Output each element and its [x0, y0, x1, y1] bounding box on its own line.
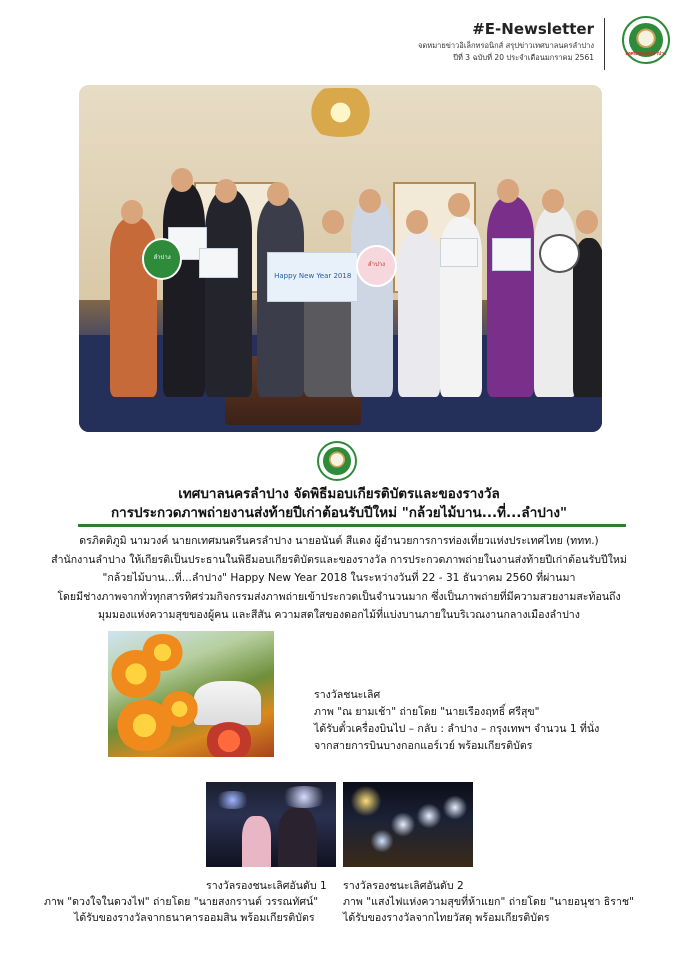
body-line: มุมมองแห่งความสุขของผู้คน และสีสัน ความสดใสของดอกไม้ที่แบ่งบานภายในบริเวณงานกลางเมืองลำปาง	[98, 609, 580, 621]
body-line: "กล้วยไม้บาน...ที่...ลำปาง" Happy New Year 2018 ในระหว่างวันที่ 22 - 31 ธันวาคม 2560 ที่ผ่านมา	[102, 572, 576, 584]
header-divider	[604, 18, 605, 70]
person	[487, 196, 534, 397]
runner-up-1-photo	[206, 782, 336, 867]
body-line: สำนักงานลำปาง ให้เกียรติเป็นประธานในพิธีมอบเกียรติบัตรและของรางวัล การประกวดภาพถ่ายในงานส่งท้ายปีเก่าต้อนรับปีใหม่	[51, 553, 627, 566]
article-body	[34, 532, 644, 625]
ceremony-photo	[79, 85, 602, 432]
runner-up-2-label: รางวัลรองชนะเลิศอันดับ 2	[343, 880, 464, 892]
certificate	[492, 238, 531, 271]
logo-text: เทศบาลนครลำปาง	[625, 51, 667, 58]
person	[205, 189, 252, 397]
person	[163, 182, 205, 397]
winner-prize-source: จากสายการบินบางกอกแอร์เวย์ พร้อมเกียรติบัตร	[314, 740, 533, 752]
runner-up-2-photo-credit: ภาพ "แสงไฟแห่งความสุขที่ห้าแยก" ถ่ายโดย "นายอนุชา ธิราช"	[343, 896, 634, 908]
chandelier-icon	[299, 88, 383, 137]
winner-photo	[108, 631, 274, 757]
article-title-line-2: การประกวดภาพถ่ายงานส่งท้ายปีเก่าต้อนรับปีใหม่ "กล้วยไม้บาน...ที่...ลำปาง"	[110, 505, 568, 521]
lampang-sign	[539, 234, 580, 273]
article-title-line-1: เทศบาลนครลำปาง จัดพิธีมอบเกียรติบัตรและของรางวัล	[178, 486, 500, 502]
runner-up-2-photo	[343, 782, 473, 867]
municipality-logo	[622, 16, 670, 64]
prize-board: Happy New Year 2018	[267, 252, 358, 303]
rooster-sign: ลำปาง	[356, 245, 397, 287]
runner-up-2-prize: ได้รับของรางวัลจากไทยวัสดุ พร้อมเกียรติบัตร	[343, 912, 550, 924]
newsletter-subtitle: จดหมายข่าวอิเล็กทรอนิกส์ สรุปข่าวเทศบาลนครลำปาง	[418, 41, 594, 50]
newsletter-issue: ปีที่ 3 ฉบับที่ 20 ประจำเดือนมกราคม 2561	[453, 53, 594, 62]
winner-label: รางวัลชนะเลิศ	[314, 689, 381, 701]
winner-prize: ได้รับตั๋วเครื่องบินไป – กลับ : ลำปาง – กรุงเทพฯ จำนวน 1 ที่นั่ง	[314, 723, 600, 735]
newsletter-title: #E-Newsletter	[472, 20, 594, 38]
title-divider	[78, 524, 626, 527]
body-line: โดยมีช่างภาพจากทั่วทุกสารทิศร่วมกิจกรรมส่งภาพถ่ายเข้าประกวดเป็นจำนวนมาก ซึ่งเป็นภาพถ่ายที่มีความสวยงามสะท้อนถึง	[57, 590, 621, 603]
runner-up-1-prize: ได้รับของรางวัลจากธนาคารออมสิน พร้อมเกียรติบัตร	[74, 912, 315, 924]
lampang-sign: ลำปาง	[142, 238, 183, 280]
runner-up-1-photo-credit: ภาพ "ดวงใจในดวงไฟ" ถ่ายโดย "นายสงกรานต์ วรรณทัศน์"	[44, 896, 319, 908]
certificate	[440, 238, 479, 268]
certificate	[199, 248, 238, 278]
person	[398, 231, 440, 398]
body-line: ดรภิตติภูมิ นามวงค์ นายกเทศมนตรีนครลำปาง นายอนันต์ สีแดง ผู้อำนวยการการท่องเที่ยวแห่งประเทศไทย (ททท.)	[79, 535, 599, 547]
winner-photo-credit: ภาพ "ณ ยามเช้า" ถ่ายโดย "นายเรืองฤทธิ์ ศรีสุข"	[314, 706, 540, 718]
municipality-seal	[317, 441, 357, 481]
runner-up-1-label: รางวัลรองชนะเลิศอันดับ 1	[206, 880, 327, 892]
